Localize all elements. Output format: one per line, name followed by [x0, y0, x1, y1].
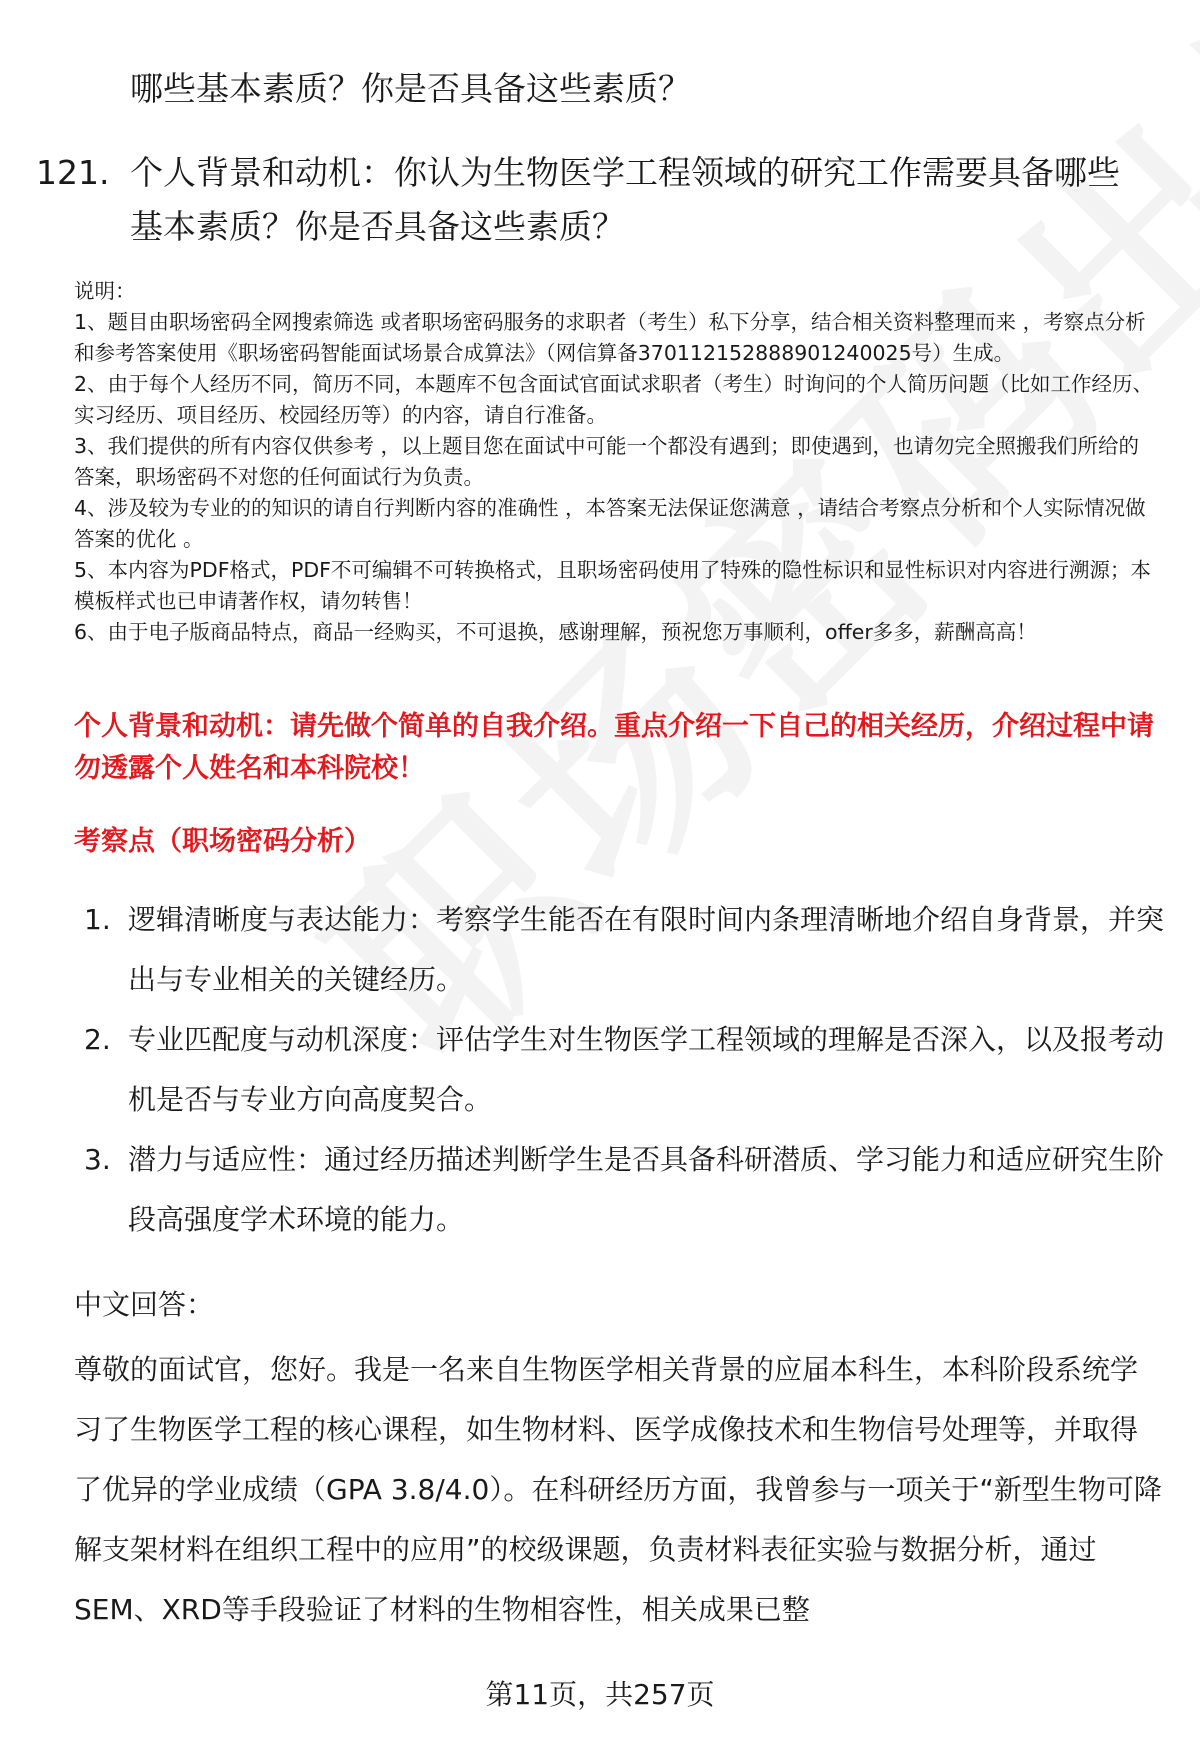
point-text: 逻辑清晰度与表达能力：考察学生能否在有限时间内条理清晰地介绍自身背景，并突出与专业相关的关键经历。: [128, 903, 1165, 996]
point-text: 专业匹配度与动机深度：评估学生对生物医学工程领域的理解是否深入，以及报考动机是否与专业方向高度契合。: [128, 1023, 1165, 1116]
note-item: 2、由于每个人经历不同，简历不同，本题库不包含面试官面试求职者（考生）时询问的个人简历问题（比如工作经历、实习经历、项目经历、校园经历等）的内容，请自行准备。: [74, 372, 1154, 427]
point-number: 2.: [84, 1023, 111, 1056]
note-item: 1、题目由职场密码全网搜索筛选 或者职场密码服务的求职者（考生）私下分享，结合相关资料整理而来 ，考察点分析和参考答案使用《职场密码智能面试场景合成算法》（网信算备370112152888901240025号）生成。: [74, 310, 1146, 365]
analysis-point: [84, 1010, 1164, 1130]
current-question: 个人背景和动机：请先做个简单的自我介绍。重点介绍一下自己的相关经历，介绍过程中请勿透露个人姓名和本科院校！: [74, 711, 1154, 784]
analysis-heading: 考察点（职场密码分析）: [74, 826, 371, 857]
note-item: 3、我们提供的所有内容仅供参考 ，以上题目您在面试中可能一个都没有遇到；即使遇到，也请勿完全照搬我们所给的答案，职场密码不对您的任何面试行为负责。: [74, 434, 1140, 489]
analysis-point: [84, 890, 1164, 1010]
answer-heading: 中文回答：: [74, 1288, 215, 1321]
note-item: 4、涉及较为专业的的知识的请自行判断内容的准确性 ，本答案无法保证您满意 ，请结合考察点分析和个人实际情况做答案的优化 。: [74, 496, 1146, 551]
answer-text: 尊敬的面试官，您好。我是一名来自生物医学相关背景的应届本科生，本科阶段系统学习了生物医学工程的核心课程，如生物材料、医学成像技术和生物信号处理等，并取得了优异的学业成绩（GPA 3.8/4.0）。在科研经历方面，我曾参与一项关于“新型生物可降解支架材料在组织工程中的应用”的校级课题，负责材料表征实验与数据分析，通过SEM、XRD等手段验证了材料的生物相容性，相关成果已整: [74, 1353, 1162, 1626]
question-text: 个人背景和动机：你认为生物医学工程领域的研究工作需要具备哪些基本素质？你是否具备这些素质？: [130, 153, 1120, 246]
previous-question-tail: 哪些基本素质？你是否具备这些素质？: [130, 69, 691, 108]
point-number: 3.: [84, 1143, 111, 1176]
point-text: 潜力与适应性：通过经历描述判断学生是否具备科研潜质、学习能力和适应研究生阶段高强度学术环境的能力。: [128, 1143, 1165, 1236]
analysis-point: [84, 1130, 1164, 1250]
point-number: 1.: [84, 903, 111, 936]
page-footer: 第11页，共257页: [485, 1678, 715, 1711]
note-item: 5、本内容为PDF格式，PDF不可编辑不可转换格式，且职场密码使用了特殊的隐性标识和显性标识对内容进行溯源；本模板样式也已申请著作权，请勿转售！: [74, 558, 1151, 613]
note-item: 6、由于电子版商品特点，商品一经购买，不可退换，感谢理解，预祝您万事顺利，offer多多，薪酬高高！: [74, 620, 1037, 644]
analysis-points: [84, 890, 1164, 1250]
question-121: [36, 146, 1146, 254]
notes-title: 说明：: [74, 279, 136, 303]
notes-section: [74, 276, 1154, 648]
question-number: 121.: [36, 153, 110, 192]
